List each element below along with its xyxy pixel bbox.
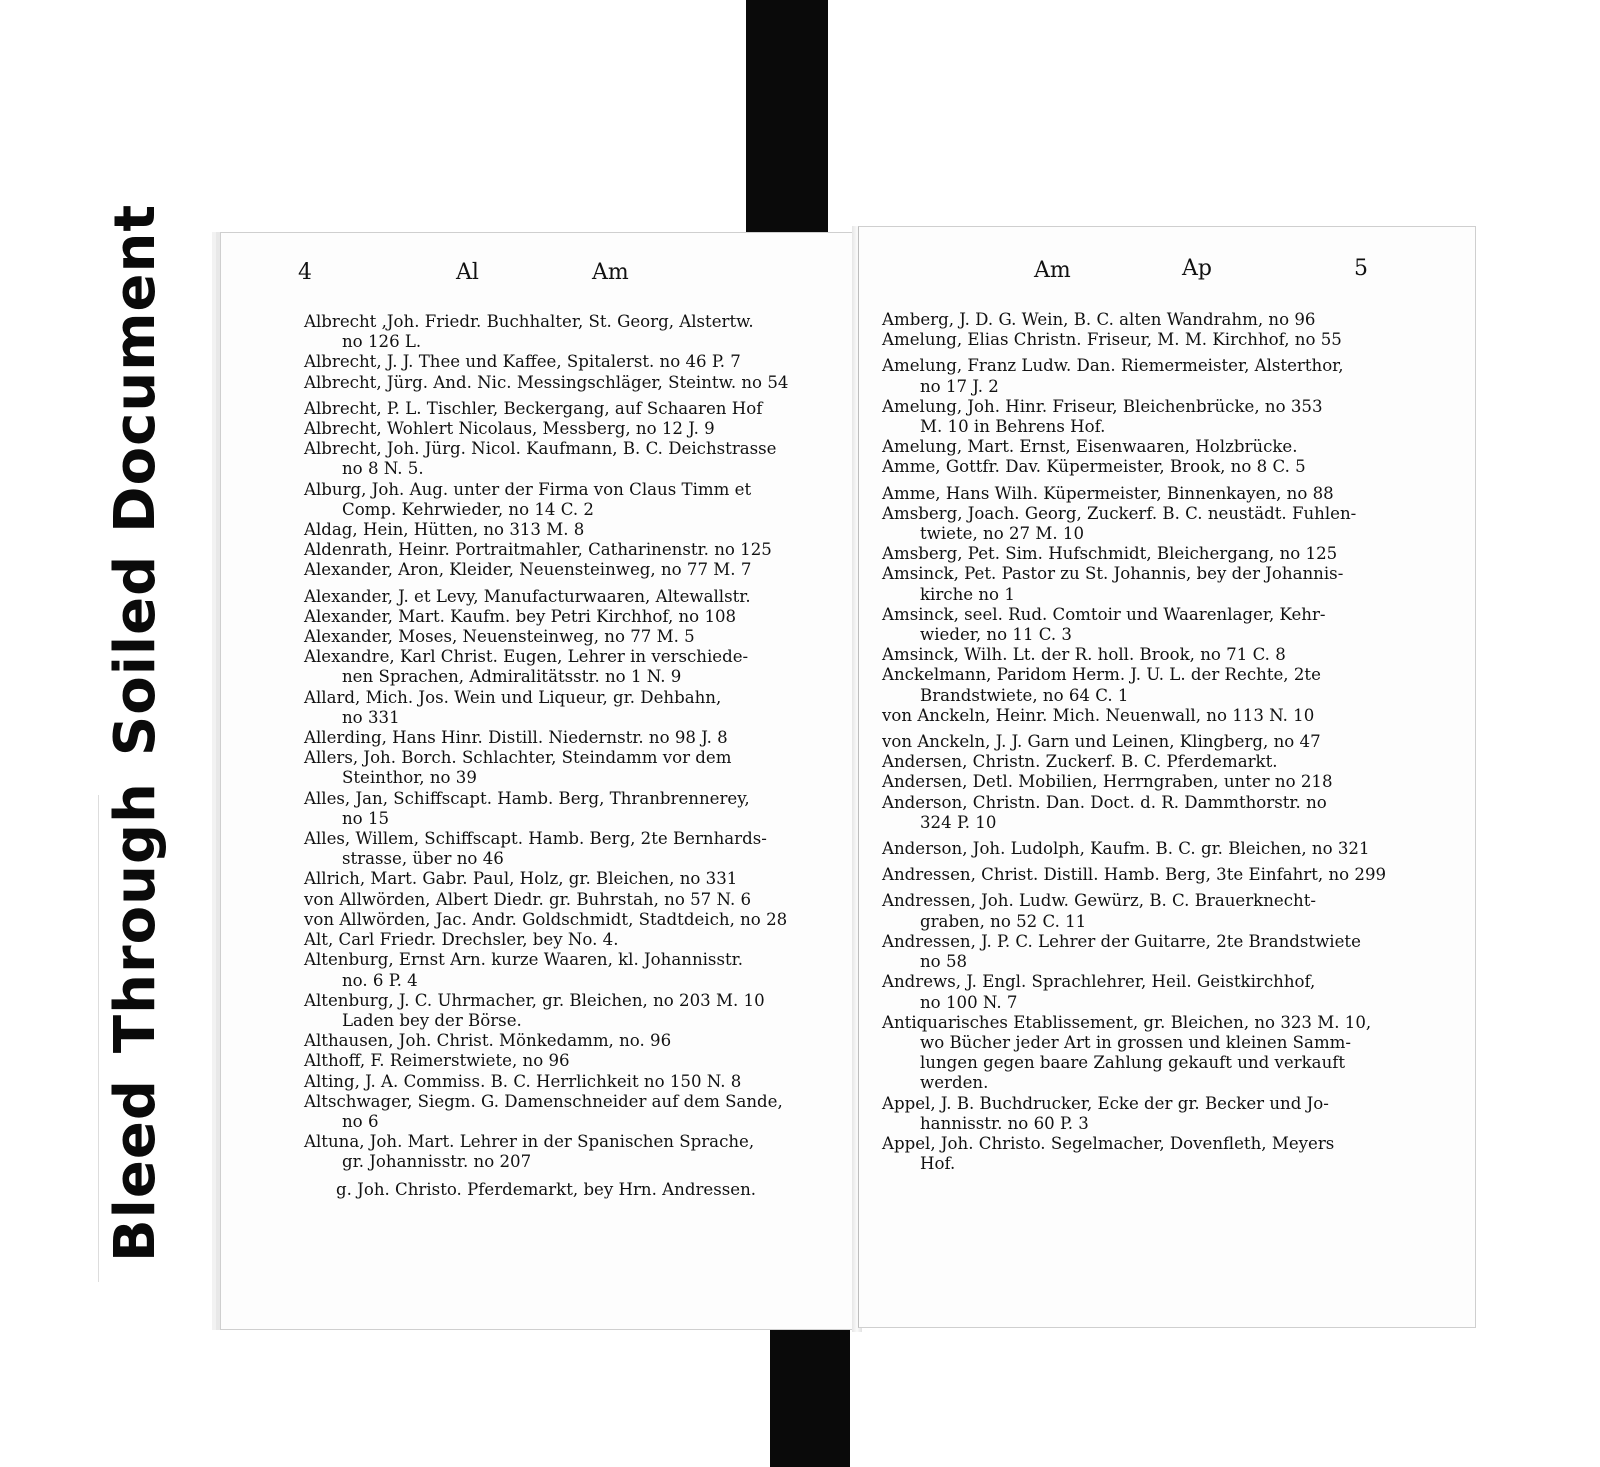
entry-line: Allard, Mich. Jos. Wein und Liqueur, gr. Dehbahn, — [304, 687, 722, 707]
entry-continuation: strasse, über no 46 — [342, 849, 504, 869]
directory-entry — [304, 540, 824, 560]
left-page-number: 4 — [298, 260, 312, 285]
entry-line: Allers, Joh. Borch. Schlachter, Steindamm vor dem — [304, 748, 732, 768]
entry-line: Alt, Carl Friedr. Drechsler, bey No. 4. — [304, 930, 619, 950]
entry-line: Alexander, Mart. Kaufm. bey Petri Kirchhof, no 108 — [304, 606, 737, 626]
entry-continuation: Brandstwiete, no 64 C. 1 — [920, 685, 1129, 705]
entry-line: Amberg, J. D. G. Wein, B. C. alten Wandrahm, no 96 — [882, 310, 1316, 329]
entry-line: Alting, J. A. Commiss. B. C. Herrlichkeit no 150 N. 8 — [304, 1071, 742, 1091]
entry-line: Aldenrath, Heinr. Portraitmahler, Catharinenstr. no 125 — [304, 540, 772, 560]
left-entry-list — [304, 312, 824, 1173]
directory-entry — [882, 932, 1402, 972]
directory-entry — [304, 419, 824, 439]
directory-entry — [882, 544, 1402, 564]
entry-continuation: no 58 — [920, 952, 968, 972]
directory-entry — [304, 627, 824, 647]
entry-continuation: wieder, no 11 C. 3 — [920, 625, 1072, 645]
entry-line: Amsberg, Pet. Sim. Hufschmidt, Bleichergang, no 125 — [882, 544, 1338, 564]
directory-entry — [882, 437, 1402, 457]
entry-line: Albrecht ,Joh. Friedr. Buchhalter, St. Georg, Alstertw. — [304, 312, 754, 331]
directory-entry — [882, 645, 1402, 665]
entry-continuation: no 15 — [342, 808, 390, 828]
entry-line: von Allwörden, Albert Diedr. gr. Buhrstah, no 57 N. 6 — [304, 889, 752, 909]
directory-entry — [304, 1132, 824, 1172]
entry-line: Alexander, Moses, Neuensteinweg, no 77 M. 5 — [304, 627, 695, 647]
entry-line: Andrews, J. Engl. Sprachlehrer, Heil. Geistkirchhof, — [882, 972, 1316, 992]
directory-entry — [304, 647, 824, 687]
directory-entry — [304, 728, 824, 748]
entry-line: von Anckeln, J. J. Garn und Leinen, Klingberg, no 47 — [882, 732, 1321, 752]
entry-continuation: no 100 N. 7 — [920, 992, 1018, 1012]
entry-line: Althoff, F. Reimerstwiete, no 96 — [304, 1051, 570, 1071]
side-label-word: Through — [102, 782, 168, 1054]
directory-entry — [882, 772, 1402, 792]
directory-entry — [882, 972, 1402, 1012]
right-entry-list — [882, 310, 1402, 1174]
entry-continuation: M. 10 in Behrens Hof. — [920, 417, 1106, 437]
entry-line: Amelung, Joh. Hinr. Friseur, Bleichenbrücke, no 353 — [882, 396, 1323, 416]
entry-line: Albrecht, J. J. Thee und Kaffee, Spitalerst. no 46 P. 7 — [304, 352, 741, 372]
binding-strip-top — [746, 0, 828, 240]
entry-line: Aldag, Hein, Hütten, no 313 M. 8 — [304, 520, 585, 540]
directory-entry — [304, 399, 824, 419]
entry-continuation: 324 P. 10 — [920, 812, 997, 832]
entry-line: Alburg, Joh. Aug. unter der Firma von Claus Timm et — [304, 479, 752, 499]
directory-entry — [304, 789, 824, 829]
entry-line: Appel, J. B. Buchdrucker, Ecke der gr. Becker und Jo- — [882, 1093, 1329, 1113]
entry-line: Althausen, Joh. Christ. Mönkedamm, no. 96 — [304, 1031, 672, 1051]
entry-continuation: Hof. — [920, 1154, 956, 1174]
entry-line: Albrecht, Wohlert Nicolaus, Messberg, no 12 J. 9 — [304, 419, 715, 439]
entry-continuation: nen Sprachen, Admiralitätsstr. no 1 N. 9 — [342, 667, 682, 687]
entry-line: Allrich, Mart. Gabr. Paul, Holz, gr. Bleichen, no 331 — [304, 869, 738, 889]
directory-entry — [882, 457, 1402, 477]
entry-continuation: no 8 N. 5. — [342, 459, 424, 479]
side-label — [100, 203, 170, 1262]
entry-line: Amsinck, Pet. Pastor zu St. Johannis, bey der Johannis- — [882, 564, 1344, 584]
entry-continuation: gr. Johannisstr. no 207 — [342, 1152, 532, 1172]
right-page-number: 5 — [1354, 256, 1368, 281]
entry-continuation: graben, no 52 C. 11 — [920, 911, 1087, 931]
directory-entry — [882, 706, 1402, 726]
entry-line: Appel, Joh. Christo. Segelmacher, Dovenfleth, Meyers — [882, 1133, 1335, 1153]
entry-line: Altenburg, J. C. Uhrmacher, gr. Bleichen, no 203 M. 10 — [304, 990, 765, 1010]
entry-line: Anderson, Joh. Ludolph, Kaufm. B. C. gr. Bleichen, no 321 — [882, 839, 1370, 859]
directory-entry — [882, 752, 1402, 772]
entry-line: Amme, Hans Wilh. Küpermeister, Binnenkayen, no 88 — [882, 483, 1334, 503]
directory-entry — [304, 829, 824, 869]
entry-line: Antiquarisches Etablissement, gr. Bleichen, no 323 M. 10, — [882, 1012, 1372, 1032]
directory-entry — [304, 748, 824, 788]
right-guide-word: Ap — [1182, 256, 1212, 281]
entry-continuation: lungen gegen baare Zahlung gekauft und verkauft — [920, 1053, 1346, 1073]
entry-continuation: Laden bey der Börse. — [342, 1010, 522, 1030]
directory-entry — [882, 865, 1402, 885]
directory-entry — [304, 869, 824, 889]
entry-line: von Allwörden, Jac. Andr. Goldschmidt, Stadtdeich, no 28 — [304, 909, 788, 929]
directory-entry — [304, 688, 824, 728]
entry-line: Andersen, Detl. Mobilien, Herrngraben, unter no 218 — [882, 772, 1333, 792]
directory-entry — [304, 352, 824, 372]
directory-entry — [882, 839, 1402, 859]
entry-continuation: kirche no 1 — [920, 584, 1015, 604]
directory-entry — [304, 1072, 824, 1092]
left-guide-word: Al — [456, 260, 479, 285]
entry-continuation: hannisstr. no 60 P. 3 — [920, 1113, 1089, 1133]
entry-line: Amme, Gottfr. Dav. Küpermeister, Brook, no 8 C. 5 — [882, 457, 1306, 477]
directory-entry — [304, 312, 824, 352]
entry-line: Albrecht, Jürg. And. Nic. Messingschläger, Steintw. no 54 — [304, 372, 789, 392]
entry-line: Andressen, J. P. C. Lehrer der Guitarre, 2te Brandstwiete — [882, 931, 1361, 951]
directory-entry — [882, 310, 1402, 330]
entry-line: Albrecht, P. L. Tischler, Beckergang, auf Schaaren Hof — [304, 398, 763, 418]
entry-continuation: wo Bücher jeder Art in grossen und kleinen Samm- — [920, 1032, 1352, 1052]
entry-continuation: no 17 J. 2 — [920, 376, 999, 396]
directory-entry — [304, 520, 824, 540]
directory-entry — [882, 504, 1402, 544]
entry-line: Andressen, Joh. Ludw. Gewürz, B. C. Brauerknecht- — [882, 891, 1316, 911]
directory-entry — [304, 373, 824, 393]
entry-line: Amelung, Elias Christn. Friseur, M. M. Kirchhof, no 55 — [882, 330, 1342, 350]
directory-entry — [882, 397, 1402, 437]
entry-line: Andressen, Christ. Distill. Hamb. Berg, 3te Einfahrt, no 299 — [882, 865, 1387, 885]
directory-entry — [882, 564, 1402, 604]
entry-continuation: no. 6 P. 4 — [342, 970, 418, 990]
entry-continuation: no 6 — [342, 1111, 379, 1131]
directory-entry — [304, 1092, 824, 1132]
entry-line: Alexander, Aron, Kleider, Neuensteinweg, no 77 M. 7 — [304, 560, 752, 580]
directory-entry — [304, 587, 824, 607]
entry-continuation: twiete, no 27 M. 10 — [920, 524, 1085, 544]
entry-continuation: Steinthor, no 39 — [342, 768, 477, 788]
entry-line: Amsberg, Joach. Georg, Zuckerf. B. C. neustädt. Fuhlen- — [882, 503, 1357, 523]
entry-line: Amsinck, seel. Rud. Comtoir und Waarenlager, Kehr- — [882, 604, 1326, 624]
directory-entry — [304, 910, 824, 930]
catchline: g. Joh. Christo. Pferdemarkt, bey Hrn. Andressen. — [336, 1180, 757, 1199]
directory-entry — [882, 605, 1402, 645]
entry-line: Albrecht, Joh. Jürg. Nicol. Kaufmann, B. C. Deichstrasse — [304, 439, 777, 459]
entry-line: Andersen, Christn. Zuckerf. B. C. Pferdemarkt. — [882, 752, 1278, 772]
entry-line: Altuna, Joh. Mart. Lehrer in der Spanischen Sprache, — [304, 1132, 755, 1152]
entry-line: Alexandre, Karl Christ. Eugen, Lehrer in verschiede- — [304, 647, 749, 667]
directory-entry — [882, 891, 1402, 931]
directory-entry — [304, 480, 824, 520]
side-label-word: Document — [102, 203, 168, 533]
directory-entry — [882, 1094, 1402, 1134]
entry-continuation: no 331 — [342, 707, 400, 727]
directory-entry — [304, 991, 824, 1031]
entry-line: Alexander, J. et Levy, Manufacturwaaren, Altewallstr. — [304, 586, 751, 606]
entry-line: Anckelmann, Paridom Herm. J. U. L. der Rechte, 2te — [882, 665, 1321, 685]
directory-entry — [882, 1134, 1402, 1174]
left-guide-word: Am — [592, 260, 629, 285]
directory-entry — [304, 560, 824, 580]
side-label-word: Bleed — [102, 1079, 168, 1262]
directory-entry — [304, 439, 824, 479]
directory-entry — [882, 330, 1402, 350]
directory-entry — [882, 484, 1402, 504]
directory-entry — [882, 356, 1402, 396]
entry-line: Amsinck, Wilh. Lt. der R. holl. Brook, no 71 C. 8 — [882, 645, 1286, 665]
open-book — [206, 226, 1478, 1333]
entry-line: Allerding, Hans Hinr. Distill. Niedernstr. no 98 J. 8 — [304, 728, 728, 748]
directory-entry — [882, 665, 1402, 705]
directory-entry — [304, 930, 824, 950]
entry-line: Amelung, Mart. Ernst, Eisenwaaren, Holzbrücke. — [882, 437, 1298, 457]
right-guide-word: Am — [1034, 258, 1071, 283]
entry-continuation: werden. — [920, 1073, 989, 1093]
binding-strip-bottom — [770, 1318, 850, 1467]
directory-entry — [304, 950, 824, 990]
entry-line: von Anckeln, Heinr. Mich. Neuenwall, no 113 N. 10 — [882, 705, 1315, 725]
entry-line: Altenburg, Ernst Arn. kurze Waaren, kl. Johannisstr. — [304, 950, 744, 970]
entry-continuation: Comp. Kehrwieder, no 14 C. 2 — [342, 499, 594, 519]
entry-line: Altschwager, Siegm. G. Damenschneider auf dem Sande, — [304, 1091, 783, 1111]
directory-entry — [304, 607, 824, 627]
entry-line: Alles, Willem, Schiffscapt. Hamb. Berg, 2te Bernhards- — [304, 829, 767, 849]
directory-entry — [304, 890, 824, 910]
entry-continuation: no 126 L. — [342, 332, 422, 352]
directory-entry — [882, 1013, 1402, 1094]
directory-entry — [882, 793, 1402, 833]
side-label-word: Soiled — [102, 554, 168, 757]
directory-entry — [882, 732, 1402, 752]
directory-entry — [304, 1051, 824, 1071]
entry-line: Amelung, Franz Ludw. Dan. Riemermeister, Alsterthor, — [882, 356, 1344, 376]
entry-line: Alles, Jan, Schiffscapt. Hamb. Berg, Thranbrennerey, — [304, 788, 750, 808]
entry-line: Anderson, Christn. Dan. Doct. d. R. Dammthorstr. no — [882, 792, 1327, 812]
directory-entry — [304, 1031, 824, 1051]
